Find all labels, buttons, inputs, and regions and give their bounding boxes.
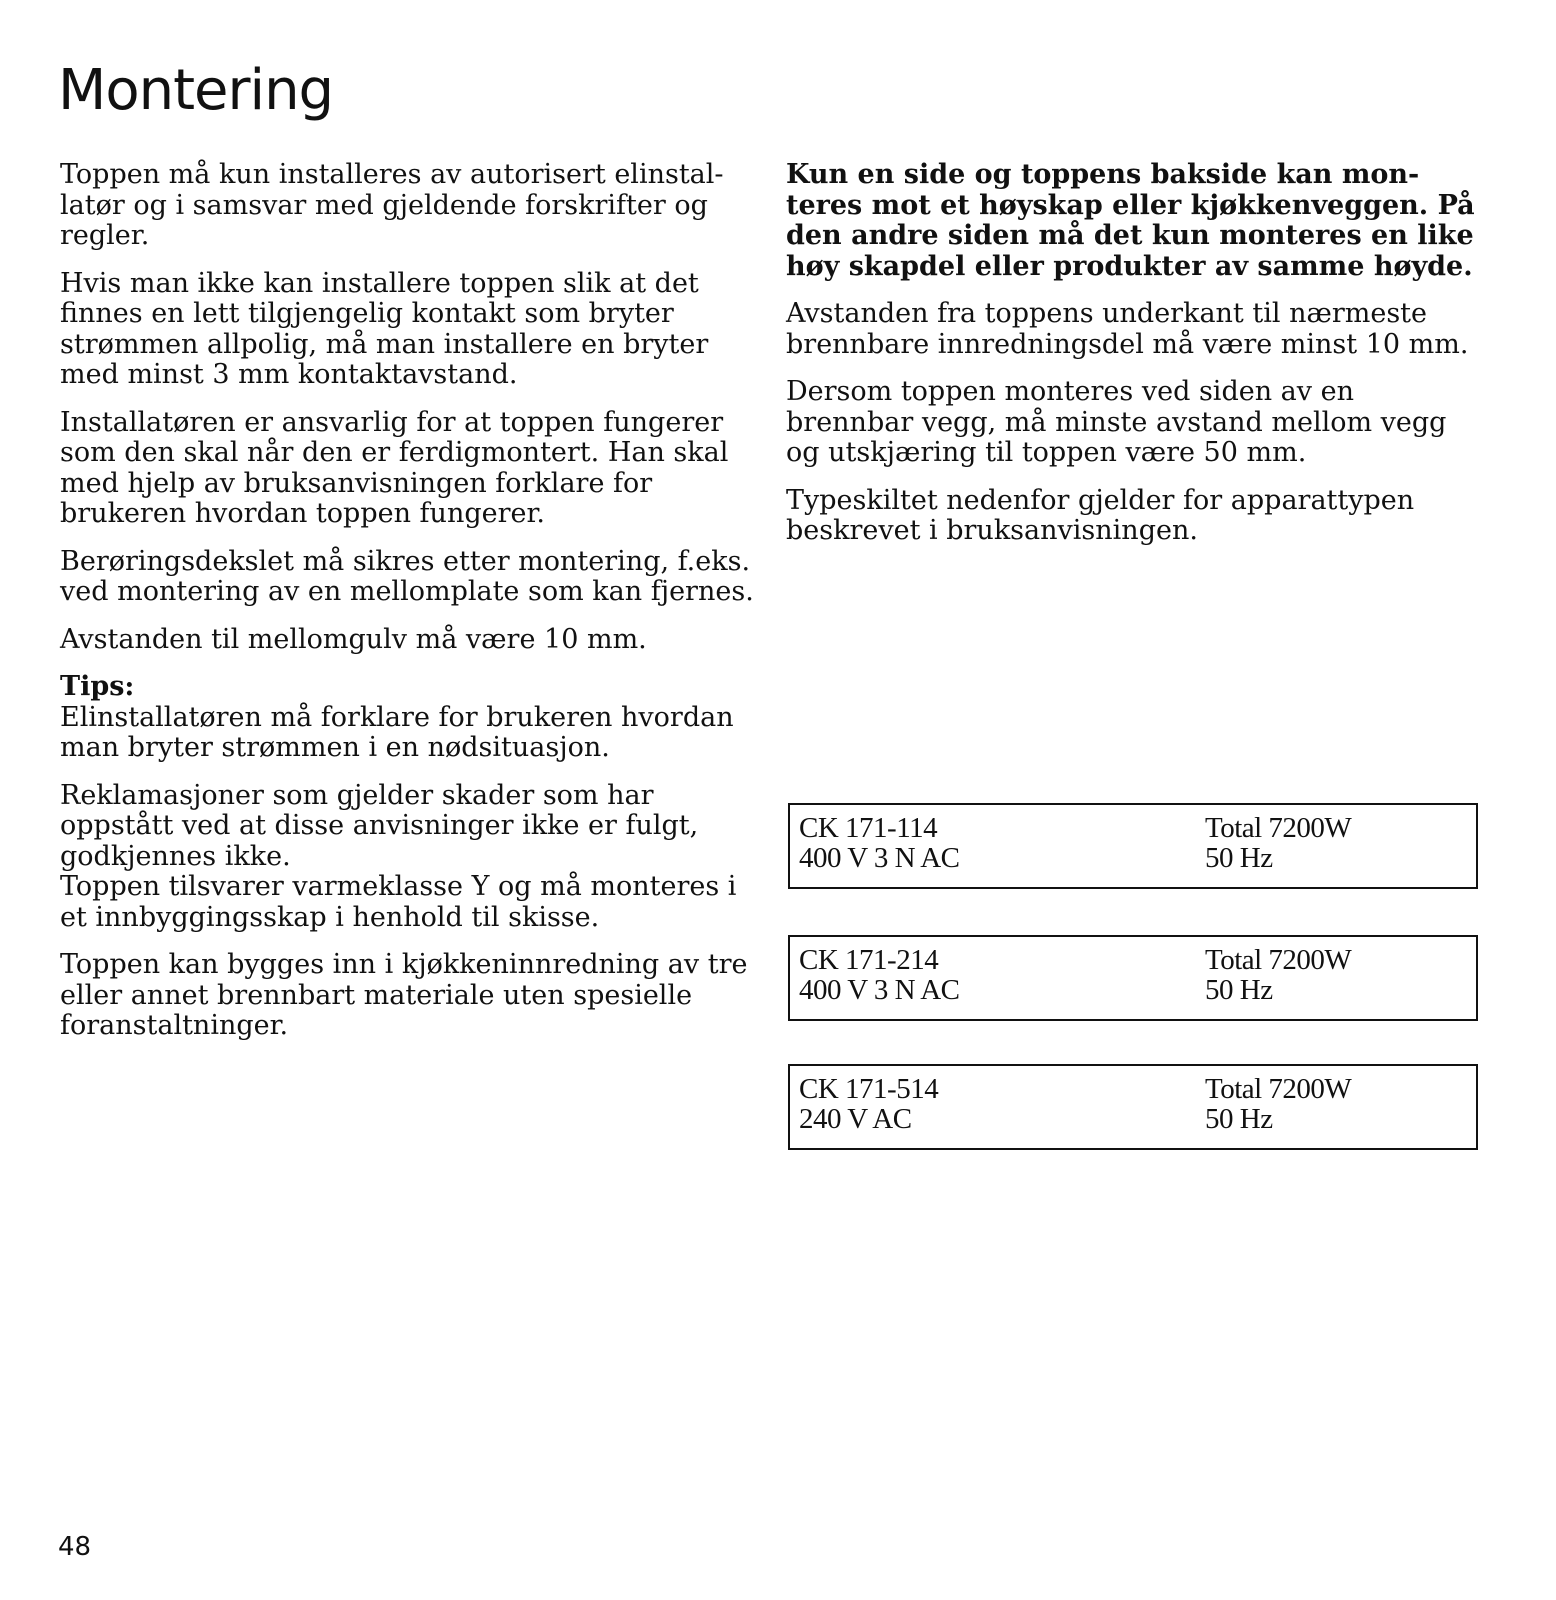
rating-plate	[788, 803, 1478, 889]
plate-frequency: 50 Hz	[1205, 1103, 1273, 1135]
plate-power: Total 7200W	[1205, 812, 1352, 844]
plate-power: Total 7200W	[1205, 944, 1352, 976]
plate-power: Total 7200W	[1205, 1073, 1352, 1105]
plate-model: CK 171-514	[799, 1073, 939, 1105]
plate-supply: 400 V 3 N AC	[799, 842, 960, 874]
page-number: 48	[58, 1532, 92, 1562]
plate-frequency: 50 Hz	[1205, 842, 1273, 874]
paragraph-switch-requirement: Hvis man ikke kan installere toppen slik at det finnes en lett tilgjengelig kontakt som bryter strømmen allpolig, må man installere en bryter med minst 3 mm kontaktavstand.	[60, 267, 709, 390]
plate-model: CK 171-114	[799, 812, 938, 844]
left-column	[60, 160, 760, 1059]
tips-heading: Tips:	[60, 671, 135, 702]
paragraph-underside-distance: Avstanden fra toppens underkant til nærmeste brennbare innredningsdel må være minst 10 mm.	[786, 298, 1469, 360]
page-title: Montering	[58, 58, 334, 123]
paragraph-authorized-installer: Toppen må kun installeres av autorisert elinstal- latør og i samsvar med gjeldende forskrifter og regler.	[60, 159, 724, 251]
paragraph-heat-class: Toppen tilsvarer varmeklasse Y og må monteres i et innbyggingsskap i henhold til skisse.	[60, 871, 737, 933]
paragraph-combustible-material: Toppen kan bygges inn i kjøkkeninnredning av tre eller annet brennbart materiale uten spesielle foranstaltninger.	[60, 949, 748, 1041]
plate-supply: 400 V 3 N AC	[799, 974, 960, 1006]
paragraph-wall-distance: Dersom toppen monteres ved siden av en brennbar vegg, må minste avstand mellom vegg og utskjæring til toppen være 50 mm.	[786, 376, 1447, 468]
plate-model: CK 171-214	[799, 944, 939, 976]
paragraph-intermediate-floor: Avstanden til mellomgulv må være 10 mm.	[60, 623, 647, 655]
tips-text: Elinstallatøren må forklare for brukeren hvordan man bryter strømmen i en nødsituasjon.	[60, 701, 734, 763]
paragraph-complaints: Reklamasjoner som gjelder skader som har oppstått ved at disse anvisninger ikke er fulgt, godkjennes ikke.	[60, 779, 699, 872]
plate-frequency: 50 Hz	[1205, 974, 1273, 1006]
paragraph-installer-responsibility: Installatøren er ansvarlig for at toppen fungerer som den skal når den er ferdigmontert. Han skal med hjelp av bruksanvisningen forklare for brukeren hvordan toppen fungerer.	[60, 406, 729, 529]
paragraph-type-plate: Typeskiltet nedenfor gjelder for apparattypen beskrevet i bruksanvisningen.	[786, 484, 1415, 546]
right-column	[786, 160, 1486, 564]
rating-plate	[788, 1064, 1478, 1150]
paragraph-cover-plate: Berøringsdekslet må sikres etter montering, f.eks. ved montering av en mellomplate som kan fjernes.	[60, 545, 754, 607]
rating-plate	[788, 935, 1478, 1021]
warning-note: Kun en side og toppens bakside kan mon- teres mot et høyskap eller kjøkkenveggen. På den andre siden må det kun monteres en like høy skapdel eller produkter av samme høyde.	[786, 159, 1475, 282]
plate-supply: 240 V AC	[799, 1103, 912, 1135]
